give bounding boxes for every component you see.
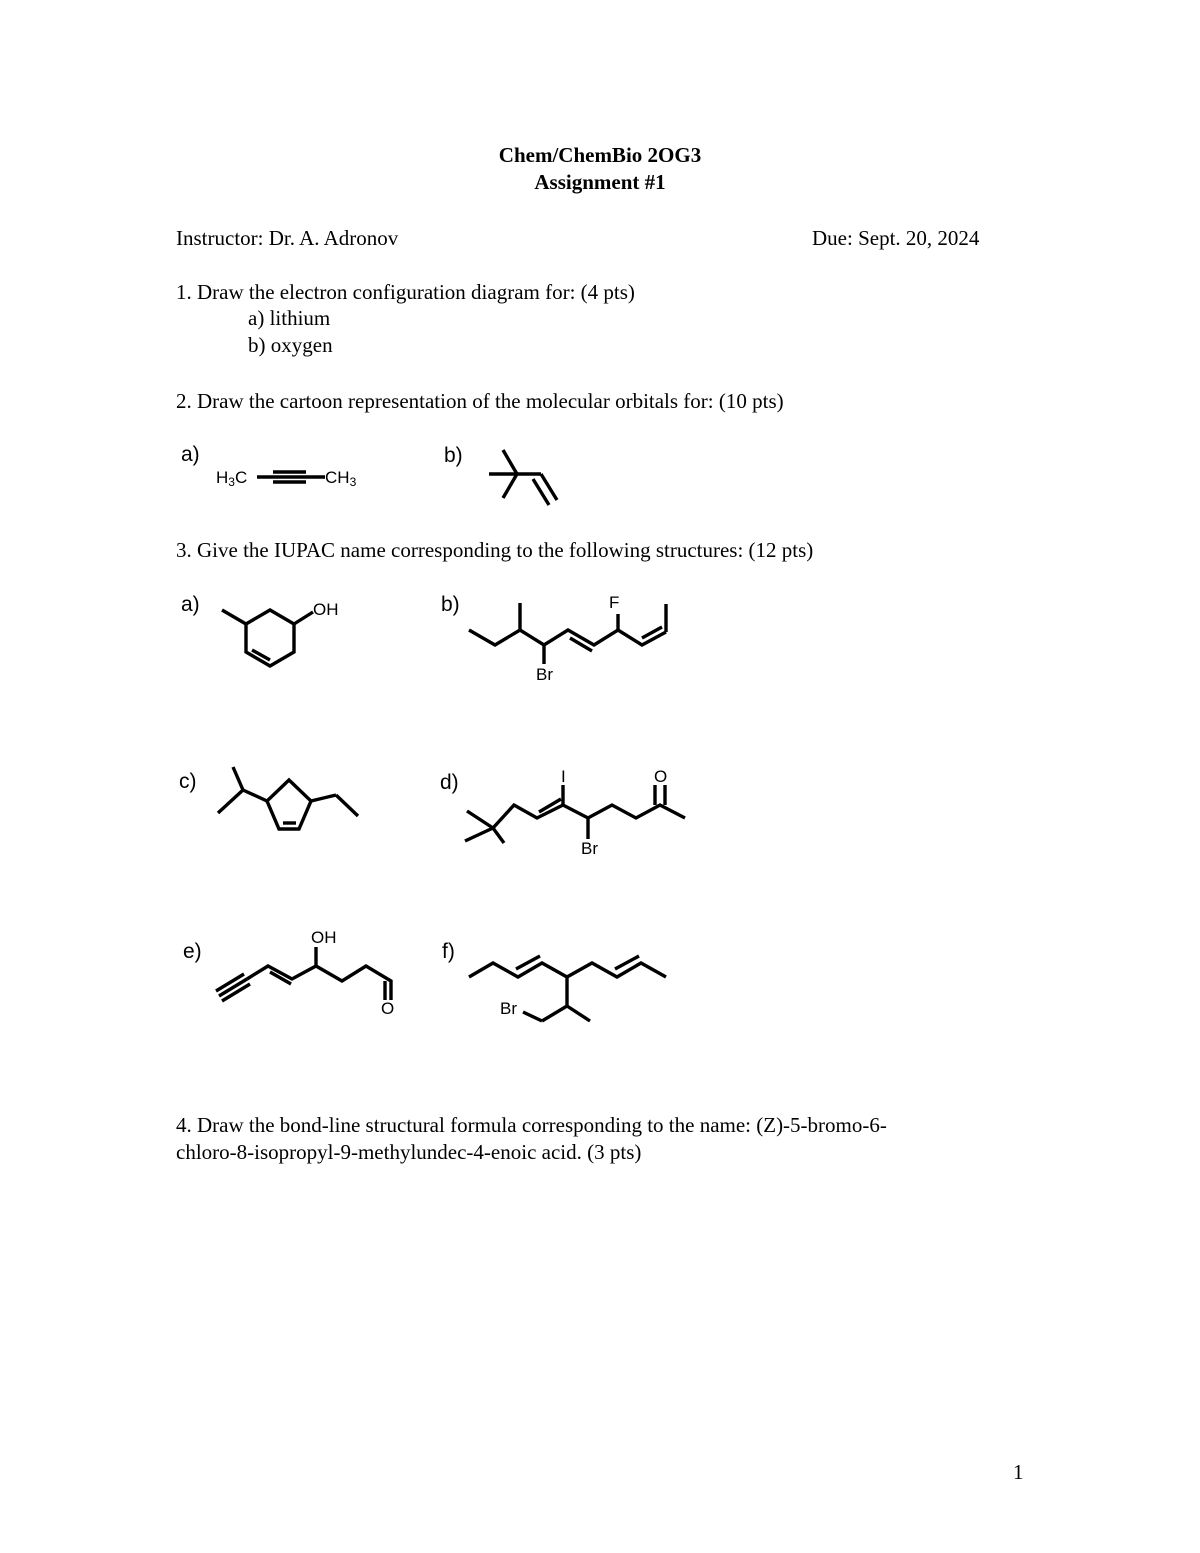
q3-d-iodine-label: I [561, 767, 566, 786]
q3-b-bromine-label: Br [536, 665, 553, 684]
q3-b-molecule [469, 603, 666, 664]
q3-e-label: e) [183, 940, 202, 963]
q3-c-label: c) [179, 770, 197, 793]
q3-e-oh-label: OH [311, 928, 337, 947]
q3-b-fluorine-label: F [609, 593, 620, 612]
q3-b-label: b) [441, 593, 460, 616]
q3-e-oxygen-label: O [381, 999, 395, 1018]
q2-a-label: a) [181, 443, 200, 466]
q2-a-butyne [257, 472, 325, 482]
q3-a-label: a) [181, 593, 200, 616]
q2-b-label: b) [444, 444, 463, 467]
assignment-title: Assignment #1 [534, 170, 666, 194]
q3-c-molecule [218, 767, 358, 829]
q2-a-right-group: $CH_3$ [325, 468, 357, 489]
q3-d-label: d) [440, 771, 459, 794]
question-2-text: 2. Draw the cartoon representation of the molecular orbitals for: (10 pts) [176, 389, 784, 413]
q3-a-oh-label: OH [313, 600, 339, 619]
q3-f-bromine-label: Br [500, 999, 517, 1018]
q3-d-molecule [465, 785, 685, 843]
question-4-line-1: 4. Draw the bond-line structural formula corresponding to the name: (Z)-5-bromo-6- [176, 1113, 887, 1137]
instructor-line: Instructor: Dr. A. Adronov [176, 226, 399, 250]
course-title: Chem/ChemBio 2OG3 [498, 143, 702, 167]
page-number: 1 [1013, 1460, 1024, 1484]
q3-f-label: f) [442, 940, 455, 963]
q3-a-molecule [222, 610, 313, 666]
question-1a: a) lithium [248, 306, 331, 330]
q3-d-bromine-label: Br [581, 839, 598, 858]
q2-a-left-group: $H_3C$ [216, 468, 248, 489]
q2-b-alkene [489, 450, 557, 505]
due-date: Due: Sept. 20, 2024 [812, 226, 980, 250]
question-1b: b) oxygen [248, 333, 333, 357]
question-4-line-2: chloro-8-isopropyl-9-methylundec-4-enoic acid. (3 pts) [176, 1140, 642, 1164]
question-1-text: 1. Draw the electron configuration diagram for: (4 pts) [176, 280, 635, 304]
q3-d-oxygen-label: O [654, 767, 668, 786]
q3-e-molecule [216, 947, 391, 1001]
q3-f-molecule [469, 956, 666, 1021]
question-3-text: 3. Give the IUPAC name corresponding to the following structures: (12 pts) [176, 538, 814, 562]
